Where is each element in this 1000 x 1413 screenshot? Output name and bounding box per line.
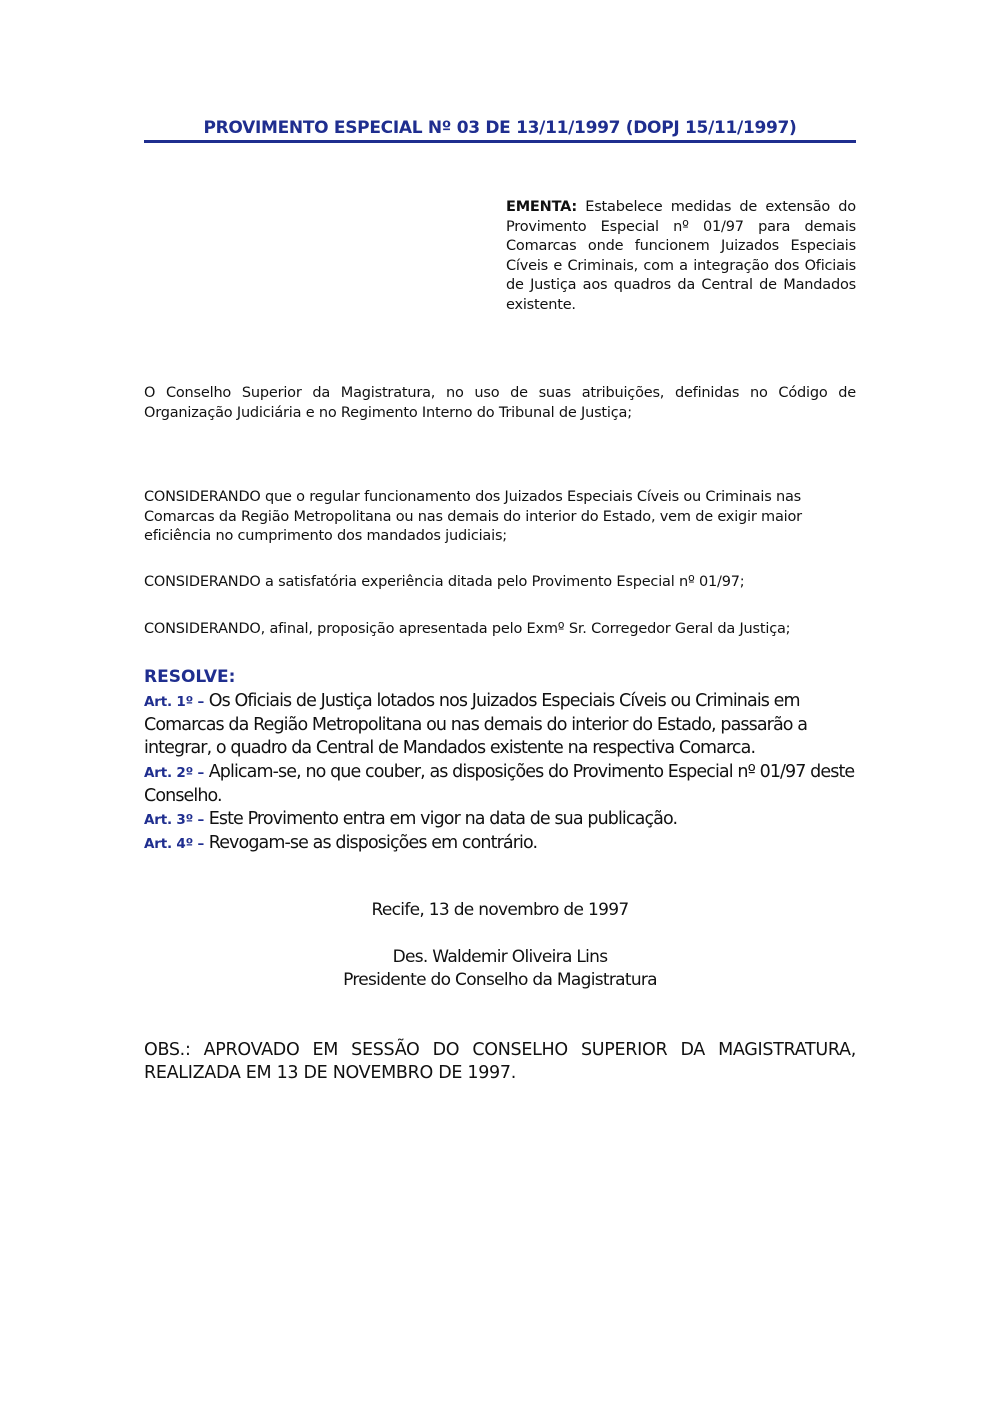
considerando-2: CONSIDERANDO a satisfatória experiência ditada pelo Provimento Especial nº 01/97;: [144, 574, 745, 590]
article-label: Art. 1º –: [144, 694, 205, 710]
articles-list: [144, 690, 856, 856]
article-text: Aplicam-se, no que couber, as disposições do Provimento Especial nº 01/97 deste Conselho.: [144, 761, 855, 806]
article-label: Art. 3º –: [144, 812, 205, 829]
resolve-heading: RESOLVE:: [144, 667, 236, 687]
considerando-1: CONSIDERANDO que o regular funcionamento dos Juizados Especiais Cíveis ou Criminais nas Comarcas da Região Metropolitana ou nas demais do interior do Estado, vem de exigir maior eficiência no cumprimento dos mandados judiciais;: [144, 489, 802, 545]
place-date: Recife, 13 de novembro de 1997: [371, 900, 629, 920]
document-title: PROVIMENTO ESPECIAL Nº 03 DE 13/11/1997 (DOPJ 15/11/1997): [203, 118, 797, 138]
article-1: [144, 690, 856, 761]
considerando-3: CONSIDERANDO, afinal, proposição apresentada pelo Exmº Sr. Corregedor Geral da Justiça;: [144, 621, 791, 637]
signatory-name: Des. Waldemir Oliveira Lins: [392, 947, 608, 967]
article-3: [144, 808, 856, 832]
article-label: Art. 2º –: [144, 764, 205, 781]
article-4: [144, 832, 856, 856]
ementa-block: [506, 198, 856, 316]
ementa-text: Estabelece medidas de extensão do Provimento Especial nº 01/97 para demais Comarcas onde funcionem Juizados Especiais Cíveis e Criminais, com a integração dos Oficiais de Justiça aos quadros da Central de Mandados existente.: [506, 199, 856, 313]
signatory-role: Presidente do Conselho da Magistratura: [343, 970, 657, 990]
article-2: [144, 761, 856, 808]
intro-paragraph: O Conselho Superior da Magistratura, no uso de suas atribuições, definidas no Código de Organização Judiciária e no Regimento Interno do Tribunal de Justiça;: [144, 385, 856, 421]
title-block: [144, 118, 856, 143]
obs-note: OBS.: APROVADO EM SESSÃO DO CONSELHO SUPERIOR DA MAGISTRATURA, REALIZADA EM 13 DE NOVEMBRO DE 1997.: [144, 1040, 856, 1083]
article-text: Revogam-se as disposições em contrário.: [208, 833, 538, 854]
article-text: Os Oficiais de Justiça lotados nos Juizados Especiais Cíveis ou Criminais em Comarcas da Região Metropolitana ou nas demais do interior do Estado, passarão a integrar, o quadro da Central de Mandados existente na respectiva Comarca.: [144, 691, 808, 759]
ementa-label: EMENTA:: [506, 199, 578, 215]
article-text: Este Provimento entra em vigor na data de sua publicação.: [208, 809, 678, 830]
article-label: Art. 4º –: [144, 836, 205, 853]
